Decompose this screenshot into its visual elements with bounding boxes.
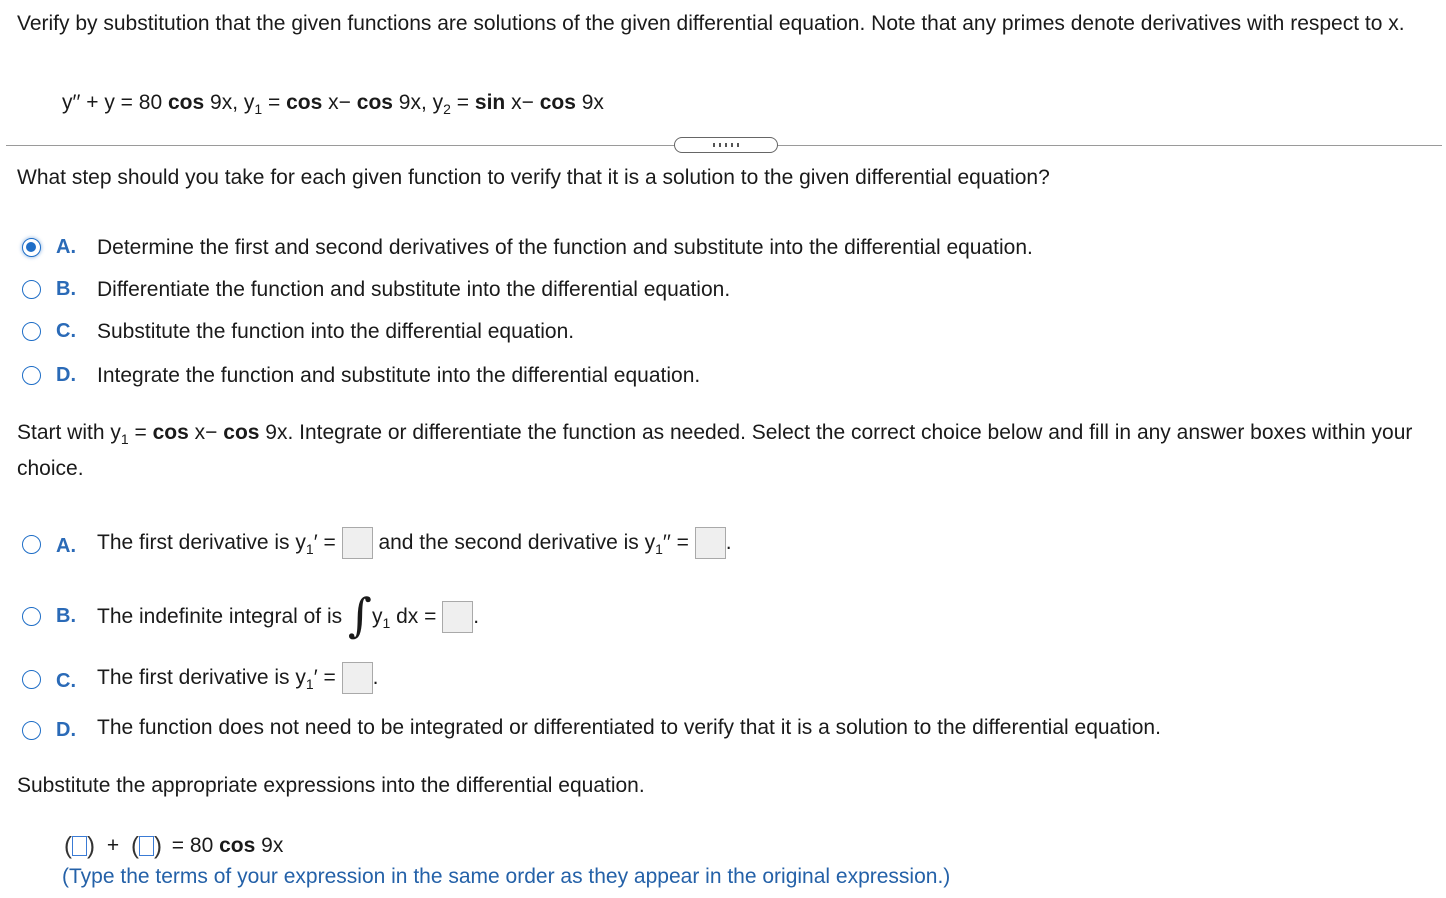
- question1-prompt: What step should you take for each given function to verify that it is a solution to the given differential equation?: [17, 166, 1050, 189]
- second-derivative-answer-box[interactable]: [695, 527, 726, 559]
- question2-prompt: Start with $y_1 = \cos x- \cos 9x$. Integrate or differentiate the function as needed. Select the correct choice below and fill in any answer boxes within your choice.: [17, 421, 1413, 480]
- integral-sign: ∫: [347, 588, 372, 643]
- radio-button[interactable]: [22, 280, 41, 299]
- radio-button[interactable]: [22, 366, 41, 385]
- second-term-input[interactable]: [139, 836, 154, 856]
- question3-prompt: Substitute the appropriate expressions into the differential equation.: [17, 774, 645, 797]
- radio-button[interactable]: [22, 322, 41, 341]
- integral-answer-box[interactable]: [442, 601, 473, 633]
- substitution-expression: ( ) + ( ) = 80 cos 9x: [64, 832, 284, 860]
- radio-button[interactable]: [22, 607, 41, 626]
- first-derivative-answer-box[interactable]: [342, 662, 373, 694]
- first-derivative-answer-box[interactable]: [342, 527, 373, 559]
- dot-icon: [719, 143, 721, 147]
- dot-icon: [725, 143, 727, 147]
- expand-toggle-button[interactable]: [674, 137, 778, 153]
- instruction-note: (Type the terms of your expression in the same order as they appear in the original expression.): [62, 865, 951, 888]
- instructions-text: Verify by substitution that the given functions are solutions of the given differential equation. Note that any primes denote derivatives with respect to x.: [17, 12, 1405, 35]
- radio-button[interactable]: [22, 670, 41, 689]
- dot-icon: [713, 143, 715, 147]
- radio-button[interactable]: [22, 535, 41, 554]
- radio-button[interactable]: [22, 721, 41, 740]
- radio-button-checked[interactable]: [22, 238, 41, 257]
- dot-icon: [731, 143, 733, 147]
- first-term-input[interactable]: [72, 836, 87, 856]
- dot-icon: [737, 143, 739, 147]
- differential-equation: y′′ + y = 80 cos 9x, $y_1 = \cos x- \cos 9x$, $y_2 = \sin x- \cos 9x$: [62, 91, 604, 117]
